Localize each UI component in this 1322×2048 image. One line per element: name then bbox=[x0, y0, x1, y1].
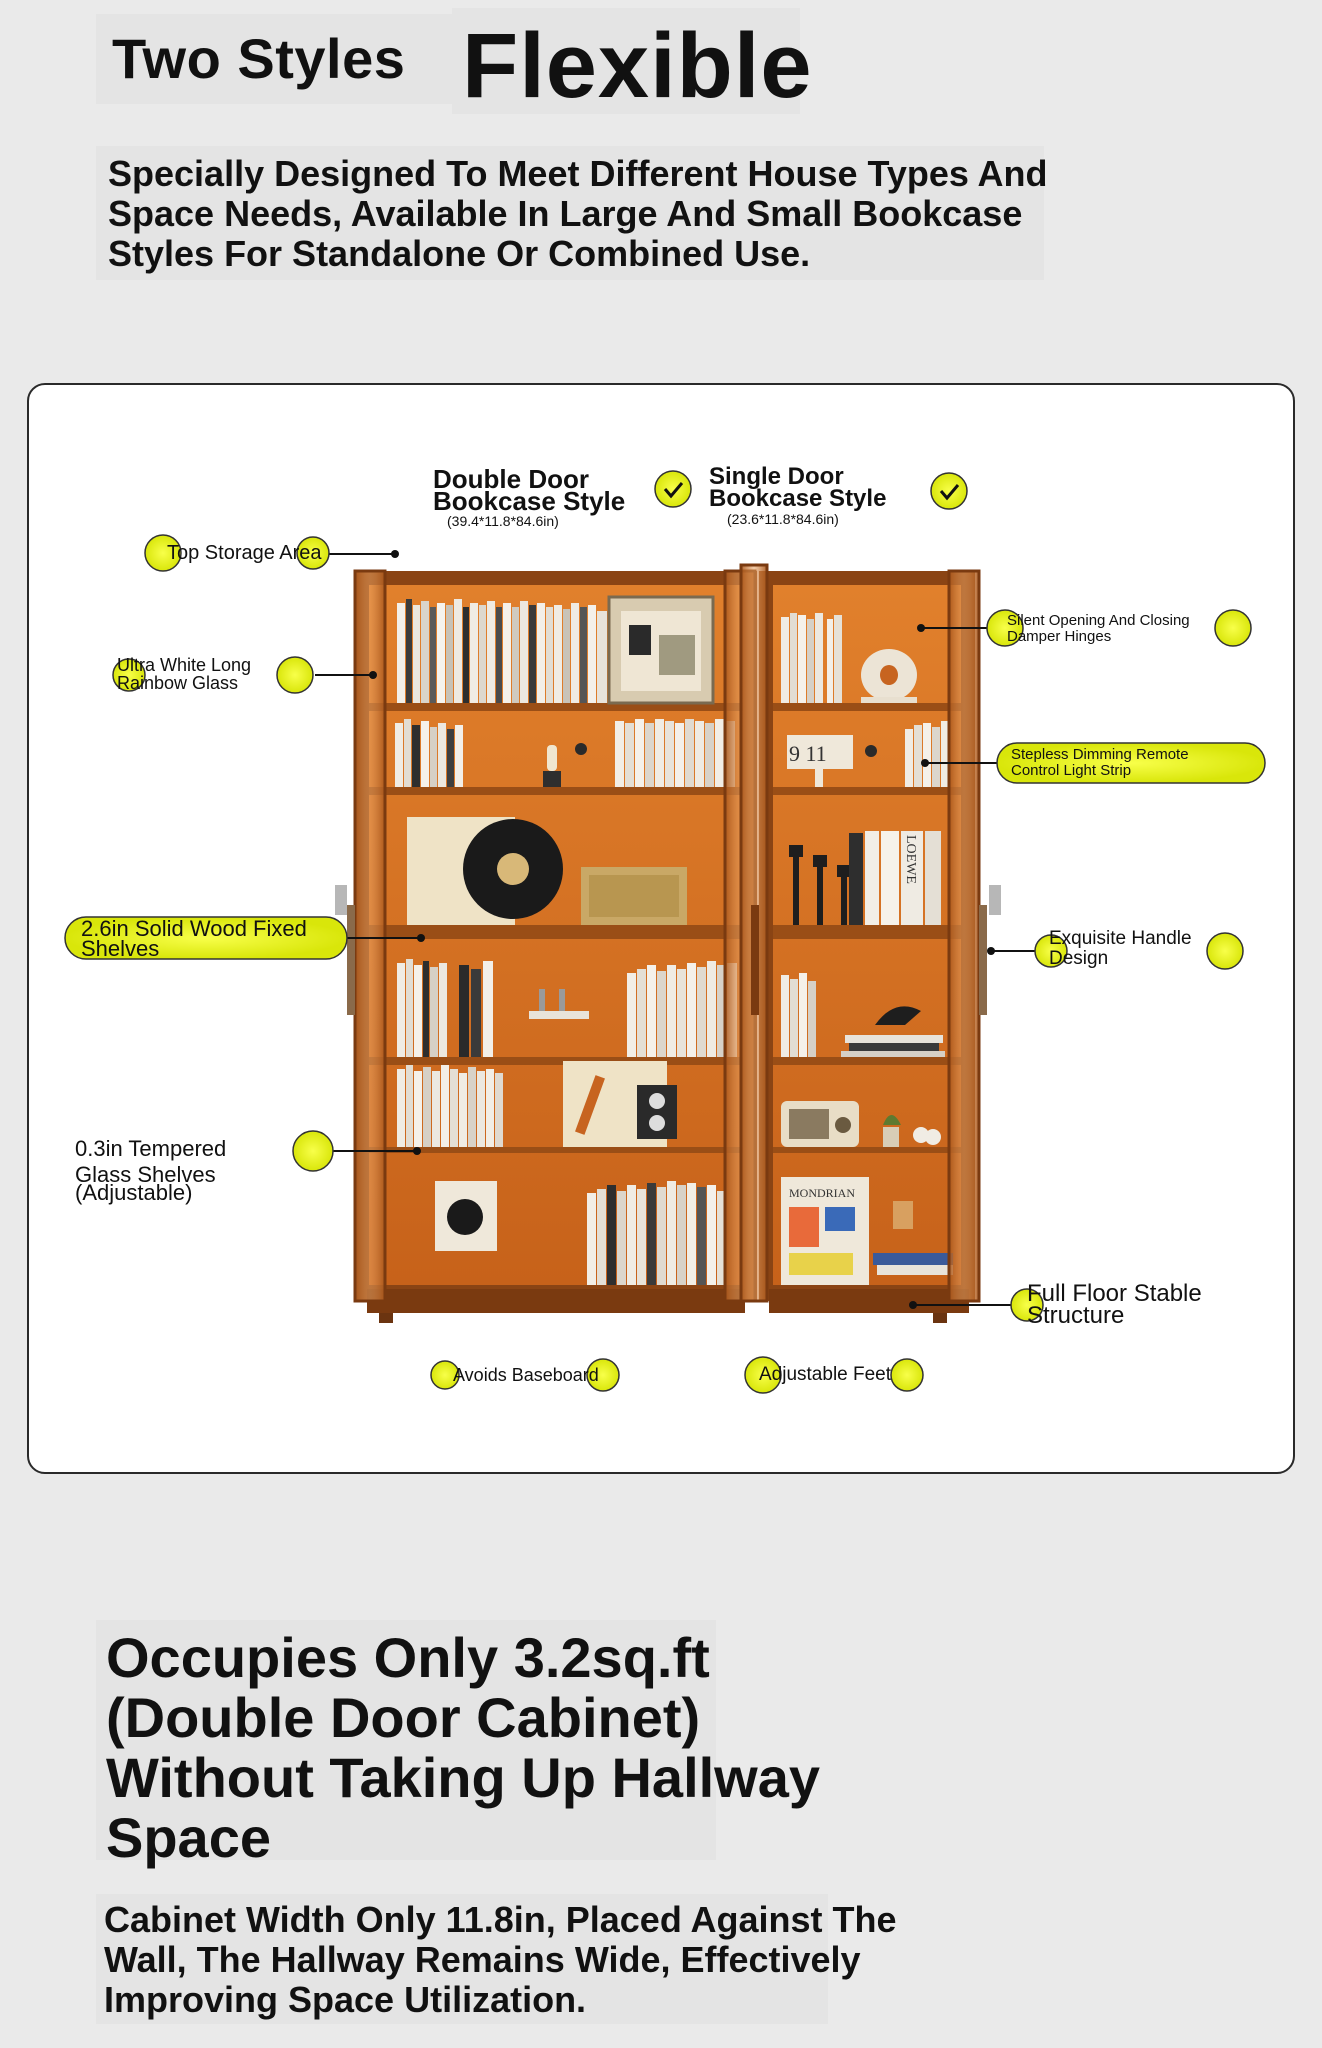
double-style-title-2: Bookcase Style bbox=[433, 486, 626, 516]
book-loewe: LOEWE bbox=[903, 835, 918, 884]
callout-glass-2: Rainbow Glass bbox=[117, 673, 239, 693]
callout-floor-1: Full Floor Stable bbox=[1027, 1280, 1202, 1307]
feet-left bbox=[379, 1313, 393, 1323]
callout-handle-1: Exquisite Handle bbox=[1049, 928, 1192, 949]
callout-tempered-2: Glass Shelves bbox=[75, 1162, 216, 1187]
books-row3-single bbox=[849, 831, 941, 925]
feet-right bbox=[933, 1313, 947, 1323]
callout-hinges-1: Silent Opening And Closing bbox=[1007, 612, 1190, 629]
double-style-size: (39.4*11.8*84.6in) bbox=[447, 513, 559, 529]
callout-wood-shelves-1: 2.6in Solid Wood Fixed bbox=[81, 916, 307, 941]
footer-headline: Occupies Only 3.2sq.ft (Double Door Cabinet) Without Taking Up Hallway Space bbox=[106, 1626, 821, 1869]
title-two-styles: Two Styles bbox=[112, 27, 406, 90]
header-subtitle: Specially Designed To Meet Different House Types And Space Needs, Available In Large And Small Bookcase Styles For Standalone Or Combined Use. bbox=[108, 153, 1048, 274]
callout-baseboard: Avoids Baseboard bbox=[453, 1365, 599, 1385]
books-row1-double bbox=[397, 599, 607, 703]
handle-middle bbox=[751, 905, 759, 1015]
callout-tempered-3: (Adjustable) bbox=[75, 1180, 193, 1205]
book-home: HOME bbox=[868, 849, 882, 885]
book-mondrian: MONDRIAN bbox=[789, 1186, 855, 1200]
books-row1-single bbox=[781, 613, 842, 703]
books-row5-double bbox=[397, 1065, 503, 1147]
right-door bbox=[949, 571, 979, 1301]
callout-glass-1: Ultra White Long bbox=[117, 655, 252, 675]
clock-digits: 9 11 bbox=[789, 741, 827, 766]
single-style-title-1: Single Door bbox=[709, 463, 844, 490]
callout-light-1: Stepless Dimming Remote bbox=[1011, 746, 1189, 763]
callout-light-2: Control Light Strip bbox=[1011, 762, 1132, 779]
double-style-title-1: Double Door bbox=[433, 464, 589, 494]
callout-handle-2: Design bbox=[1049, 948, 1109, 969]
callout-tempered-1: 0.3in Tempered bbox=[75, 1136, 227, 1161]
callout-floor-2: Structure bbox=[1027, 1302, 1125, 1329]
callout-feet: Adjustable Feet bbox=[759, 1364, 892, 1385]
footer-body: Cabinet Width Only 11.8in, Placed Against The Wall, The Hallway Remains Wide, Effectively Improving Space Utilization. bbox=[104, 1899, 897, 2020]
callout-wood-shelves-2: Shelves bbox=[81, 936, 160, 961]
books-row2-single bbox=[905, 721, 949, 787]
single-style-size: (23.6*11.8*84.6in) bbox=[727, 511, 839, 527]
title-flexible: Flexible bbox=[462, 15, 813, 117]
callout-top-storage: Top Storage Area bbox=[167, 542, 322, 564]
single-style-title-2: Bookcase Style bbox=[709, 485, 887, 512]
left-door bbox=[355, 571, 385, 1301]
handle-left bbox=[347, 905, 355, 1015]
product-diagram-card bbox=[27, 383, 1295, 1474]
callout-hinges-2: Damper Hinges bbox=[1007, 628, 1112, 645]
handle-right bbox=[979, 905, 987, 1015]
